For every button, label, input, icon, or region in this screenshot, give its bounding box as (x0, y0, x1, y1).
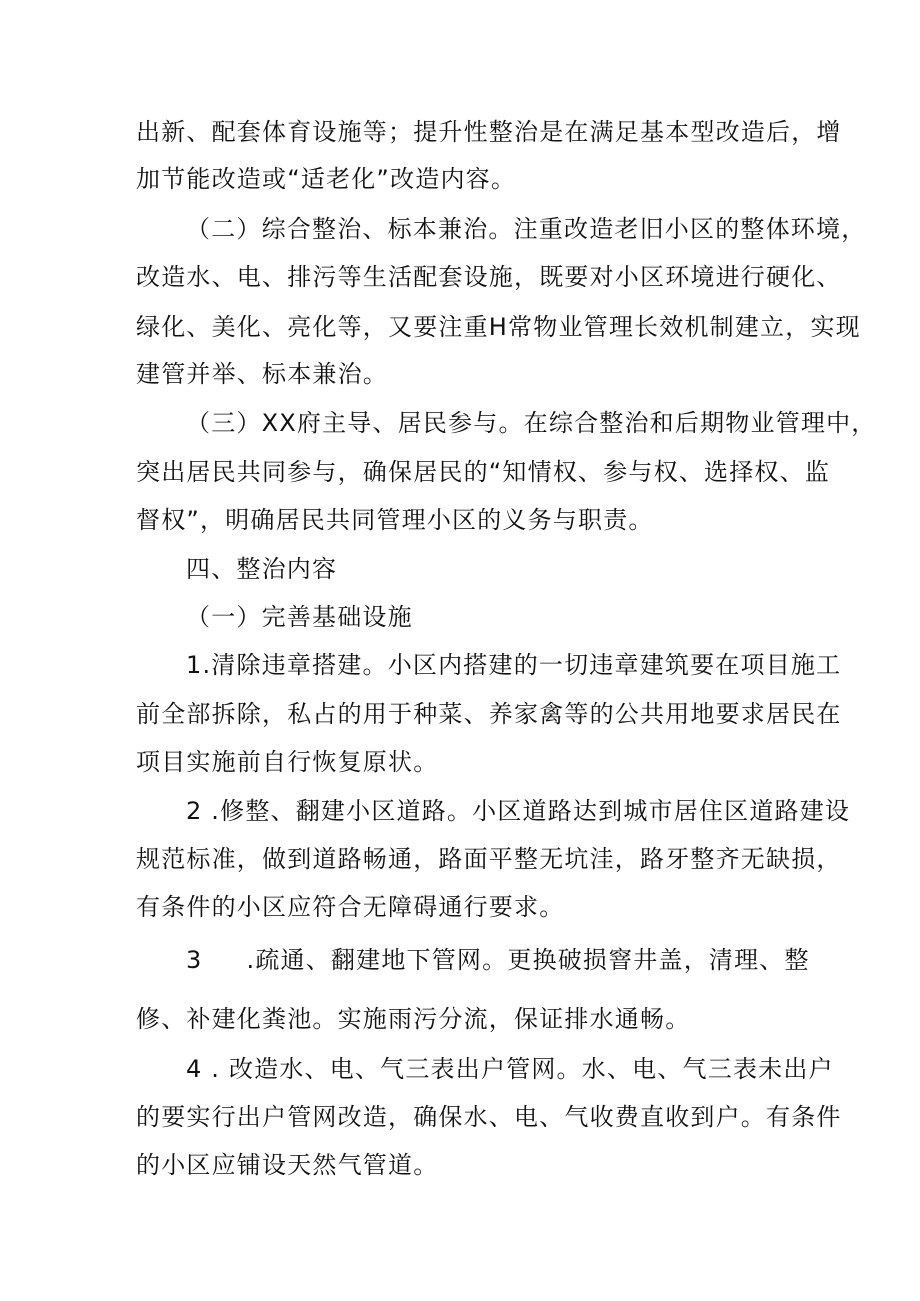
list-item-text: .疏通、翻建地下管网。更换破损窨井盖，清理、整 (246, 946, 810, 974)
paragraph-line: 改造水、电、排污等生活配套设施，既要对小区环境进行硬化、 (136, 263, 842, 291)
list-item-line: 修、补建化粪池。实施雨污分流，保证排水通畅。 (136, 1005, 691, 1033)
list-item-line: 4 . 改造水、电、气三表出户管网。水、电、气三表未出户 (186, 1055, 834, 1083)
list-item-line: 有条件的小区应符合无障碍通行要求。 (136, 893, 565, 921)
paragraph-line: 突出居民共同参与，确保居民的“知情权、参与权、选择权、监 (136, 458, 831, 486)
list-item-line: 1.清除违章搭建。小区内搭建的一切违章建筑要在项目施工 (186, 651, 842, 679)
paragraph-line: 绿化、美化、亮化等，又要注重H常物业管理长效机制建立，实现 (136, 313, 861, 341)
section-heading: 四、整治内容 (186, 555, 338, 583)
list-item-number: 3 (186, 946, 203, 974)
list-item-line: 的小区应铺设天然气管道。 (136, 1151, 439, 1179)
list-item-line: 规范标准，做到道路畅通，路面平整无坑洼，路牙整齐无缺损， (136, 845, 842, 873)
list-item-line: 前全部拆除，私占的用于种菜、养家禽等的公共用地要求居民在 (136, 700, 842, 728)
list-item-line: 2 .修整、翻建小区道路。小区道路达到城市居住区道路建设 (186, 797, 851, 825)
subsection-heading: （一）完善基础设施 (186, 603, 413, 631)
paragraph-line: 出新、配套体育设施等；提升性整治是在满足基本型改造后，增 (136, 118, 842, 146)
paragraph-line: （三）XX府主导、居民参与。在综合整治和后期物业管理中， (186, 409, 877, 437)
list-item-line: 的要实行出户管网改造，确保水、电、气收费直收到户。有条件 (136, 1103, 842, 1131)
list-item-line: 项目实施前自行恢复原状。 (136, 748, 439, 776)
paragraph-line: （二）综合整治、标本兼治。注重改造老旧小区的整体环境， (186, 215, 867, 243)
paragraph-line: 督权”，明确居民共同管理小区的义务与职责。 (136, 506, 654, 534)
paragraph-line: 加节能改造或“适老化”改造内容。 (136, 165, 517, 193)
list-item-line (186, 944, 810, 976)
paragraph-line: 建管并举、标本兼治。 (136, 360, 388, 388)
